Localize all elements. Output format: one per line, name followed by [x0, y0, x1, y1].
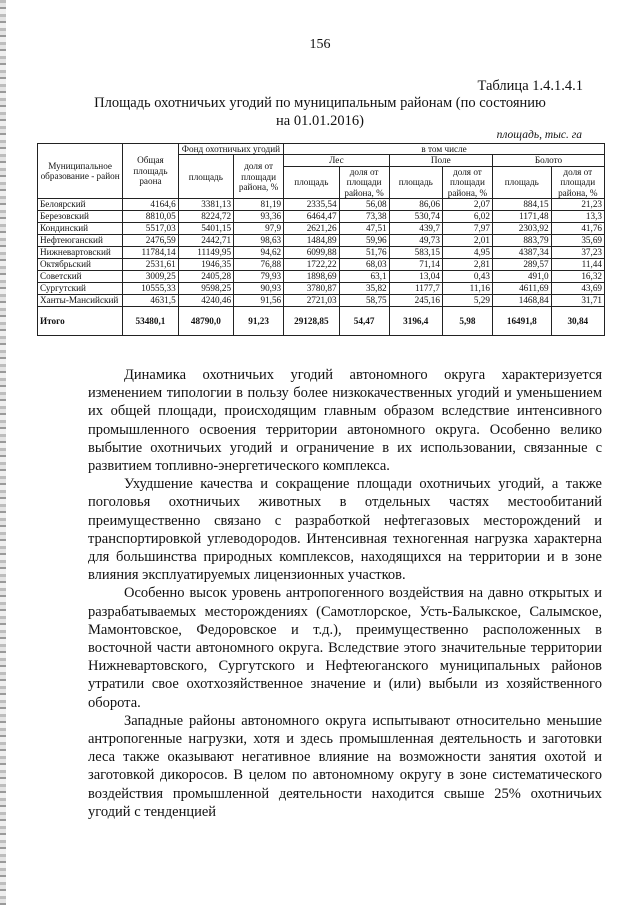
cell-swamp-share: 16,32 — [551, 271, 604, 283]
cell-forest-share: 35,82 — [339, 283, 389, 295]
cell-fund-share: 93,36 — [234, 211, 284, 223]
page-number: 156 — [309, 37, 331, 52]
table-row — [38, 223, 605, 235]
cell-field-area: 49,73 — [389, 235, 442, 247]
cell-field-area: 530,74 — [389, 211, 442, 223]
cell-fund-area: 3381,13 — [178, 199, 233, 211]
cell-swamp-area: 4611,69 — [492, 283, 551, 295]
paragraph: Западные районы автономного округа испытывают относительно меньшие антропогенные нагрузки, хотя и здесь промышленная деятельность и заготовки леса также оказывают негативное влияние на возможности занятия охотой и заготовкой дикоросов. В целом по автономному округу в зоне систематического воздействия промышленной деятельности находится свыше 25% охотничьих угодий с тенденцией — [88, 712, 602, 820]
table-row — [38, 211, 605, 223]
table-row — [38, 271, 605, 283]
table-caption: Таблица 1.4.1.4.1 — [477, 78, 583, 94]
cell-fund-area: 48790,0 — [178, 307, 233, 336]
cell-swamp-share: 35,69 — [551, 235, 604, 247]
cell-swamp-area: 1468,84 — [492, 295, 551, 307]
cell-fund-area: 9598,25 — [178, 283, 233, 295]
cell-fund-area: 2442,71 — [178, 235, 233, 247]
cell-forest-area: 6464,47 — [284, 211, 339, 223]
cell-fund-share: 94,62 — [234, 247, 284, 259]
header-forest-area: площадь — [284, 166, 339, 198]
cell-swamp-share: 13,3 — [551, 211, 604, 223]
cell-swamp-share: 21,23 — [551, 199, 604, 211]
cell-forest-share: 63,1 — [339, 271, 389, 283]
cell-field-share: 5,29 — [442, 295, 492, 307]
cell-fund-area: 4240,46 — [178, 295, 233, 307]
cell-fund-share: 97,9 — [234, 223, 284, 235]
cell-fund-share: 91,23 — [234, 307, 284, 336]
cell-municipality: Нефтеюганский — [38, 235, 123, 247]
cell-field-area: 583,15 — [389, 247, 442, 259]
cell-field-area: 1177,7 — [389, 283, 442, 295]
cell-swamp-share: 11,44 — [551, 259, 604, 271]
cell-forest-share: 68,03 — [339, 259, 389, 271]
cell-municipality: Белоярский — [38, 199, 123, 211]
cell-municipality: Сургутский — [38, 283, 123, 295]
cell-field-share: 2,01 — [442, 235, 492, 247]
cell-swamp-share: 43,69 — [551, 283, 604, 295]
cell-municipality: Советский — [38, 271, 123, 283]
header-field-share: доля от площади района, % — [442, 166, 492, 198]
cell-forest-area: 2621,26 — [284, 223, 339, 235]
hunting-grounds-table — [37, 143, 605, 336]
header-municipality: Муниципальное образование - район — [38, 144, 123, 199]
cell-forest-share: 73,38 — [339, 211, 389, 223]
cell-swamp-area: 884,15 — [492, 199, 551, 211]
cell-swamp-area: 2303,92 — [492, 223, 551, 235]
cell-total-area: 4164,6 — [123, 199, 178, 211]
cell-forest-share: 56,08 — [339, 199, 389, 211]
cell-total-area: 4631,5 — [123, 295, 178, 307]
cell-municipality: Итого — [38, 307, 123, 336]
cell-total-area: 2476,59 — [123, 235, 178, 247]
cell-forest-area: 2721,03 — [284, 295, 339, 307]
cell-fund-area: 11149,95 — [178, 247, 233, 259]
cell-field-area: 245,16 — [389, 295, 442, 307]
cell-fund-share: 76,88 — [234, 259, 284, 271]
cell-forest-area: 1484,89 — [284, 235, 339, 247]
cell-field-area: 13,04 — [389, 271, 442, 283]
cell-field-share: 4,95 — [442, 247, 492, 259]
cell-forest-share: 47,51 — [339, 223, 389, 235]
table-row — [38, 283, 605, 295]
table-units: площадь, тыс. га — [496, 129, 582, 141]
header-swamp-share: доля от площади района, % — [551, 166, 604, 198]
cell-forest-area: 2335,54 — [284, 199, 339, 211]
cell-swamp-area: 1171,48 — [492, 211, 551, 223]
cell-fund-share: 90,93 — [234, 283, 284, 295]
header-forest-share: доля от площади района, % — [339, 166, 389, 198]
body-text — [88, 366, 602, 821]
cell-swamp-area: 4387,34 — [492, 247, 551, 259]
cell-forest-share: 58,75 — [339, 295, 389, 307]
cell-municipality: Ханты-Мансийский — [38, 295, 123, 307]
cell-fund-area: 5401,15 — [178, 223, 233, 235]
cell-field-share: 7,97 — [442, 223, 492, 235]
cell-total-area: 11784,14 — [123, 247, 178, 259]
cell-fund-share: 98,63 — [234, 235, 284, 247]
cell-forest-share: 59,96 — [339, 235, 389, 247]
cell-swamp-area: 491,0 — [492, 271, 551, 283]
cell-swamp-share: 37,23 — [551, 247, 604, 259]
cell-fund-area: 8224,72 — [178, 211, 233, 223]
cell-swamp-area: 289,57 — [492, 259, 551, 271]
cell-field-area: 3196,4 — [389, 307, 442, 336]
cell-forest-area: 3780,87 — [284, 283, 339, 295]
cell-fund-share: 79,93 — [234, 271, 284, 283]
cell-forest-share: 51,76 — [339, 247, 389, 259]
table-row — [38, 295, 605, 307]
cell-fund-area: 2405,28 — [178, 271, 233, 283]
table-title: Площадь охотничьих угодий по муниципальным районам (по состоянию на 01.01.2016) — [94, 95, 546, 129]
cell-field-share: 6,02 — [442, 211, 492, 223]
table-row — [38, 199, 605, 211]
cell-forest-area: 6099,88 — [284, 247, 339, 259]
cell-field-area: 71,14 — [389, 259, 442, 271]
cell-field-share: 2,07 — [442, 199, 492, 211]
header-forest: Лес — [284, 155, 389, 166]
cell-municipality: Березовский — [38, 211, 123, 223]
cell-forest-area: 1898,69 — [284, 271, 339, 283]
header-fund-share: доля от площади района, % — [234, 155, 284, 199]
cell-municipality: Октябрьский — [38, 259, 123, 271]
cell-swamp-area: 16491,8 — [492, 307, 551, 336]
table-row — [38, 247, 605, 259]
cell-field-share: 2,81 — [442, 259, 492, 271]
header-field-area: площадь — [389, 166, 442, 198]
cell-total-area: 10555,33 — [123, 283, 178, 295]
cell-forest-share: 54,47 — [339, 307, 389, 336]
table-row — [38, 235, 605, 247]
paragraph: Особенно высок уровень антропогенного воздействия на давно открытых и разрабатываемых месторождениях (Самотлорское, Усть-Балыкское, Салымское, Мамонтовское, Федоровское и т.д.), преимущественно расположенных в восточной части автономного округа. Вследствие этого значительные территории Нижневартовского, Сургутского и Нефтеюганского муниципальных районов утратили свое охотхозяйственное значение и (или) выбыли из хозяйственного оборота. — [88, 585, 602, 711]
cell-swamp-share: 41,76 — [551, 223, 604, 235]
header-swamp: Болото — [492, 155, 604, 166]
header-field: Поле — [389, 155, 492, 166]
cell-total-area: 53480,1 — [123, 307, 178, 336]
cell-municipality: Кондинский — [38, 223, 123, 235]
header-fund: Фонд охотничьих угодий — [178, 144, 283, 155]
cell-field-share: 0,43 — [442, 271, 492, 283]
cell-municipality: Нижневартовский — [38, 247, 123, 259]
cell-total-area: 3009,25 — [123, 271, 178, 283]
cell-fund-share: 91,56 — [234, 295, 284, 307]
cell-field-share: 11,16 — [442, 283, 492, 295]
header-including: в том числе — [284, 144, 605, 155]
cell-total-area: 8810,05 — [123, 211, 178, 223]
cell-fund-share: 81,19 — [234, 199, 284, 211]
table-row — [38, 259, 605, 271]
paragraph: Ухудшение качества и сокращение площади охотничьих угодий, а также поголовья охотничьих животных в отдельных частях местообитаний преимущественно связано с разработкой нефтегазовых месторождений и транспортировкой углеводородов. Интенсивная техногенная нагрузка характерна для большинства природных комплексов, находящихся на территории и в зоне влияния эксплуатируемых лицензионных участков. — [88, 476, 602, 584]
cell-total-area: 5517,03 — [123, 223, 178, 235]
header-total-area: Общая площадь раона — [123, 144, 178, 199]
cell-forest-area: 29128,85 — [284, 307, 339, 336]
cell-field-area: 439,7 — [389, 223, 442, 235]
cell-total-area: 2531,61 — [123, 259, 178, 271]
cell-swamp-share: 31,71 — [551, 295, 604, 307]
paragraph: Динамика охотничьих угодий автономного округа характеризуется изменением типологии в пользу более низкокачественных угодий и уменьшением их общей площади, происходящим главным образом вследствие интенсивного промышленного освоения территории автономного округа. Особенно велико выбытие охотничьих угодий и ограничение в их использовании, связанные с развитием топливно-энергетического комплекса. — [88, 367, 602, 475]
cell-field-area: 86,06 — [389, 199, 442, 211]
cell-fund-area: 1946,35 — [178, 259, 233, 271]
cell-swamp-area: 883,79 — [492, 235, 551, 247]
table-total-row — [38, 307, 605, 336]
header-swamp-area: площадь — [492, 166, 551, 198]
scan-edge — [0, 0, 6, 905]
cell-swamp-share: 30,84 — [551, 307, 604, 336]
cell-field-share: 5,98 — [442, 307, 492, 336]
header-fund-area: площадь — [178, 155, 233, 199]
cell-forest-area: 1722,22 — [284, 259, 339, 271]
